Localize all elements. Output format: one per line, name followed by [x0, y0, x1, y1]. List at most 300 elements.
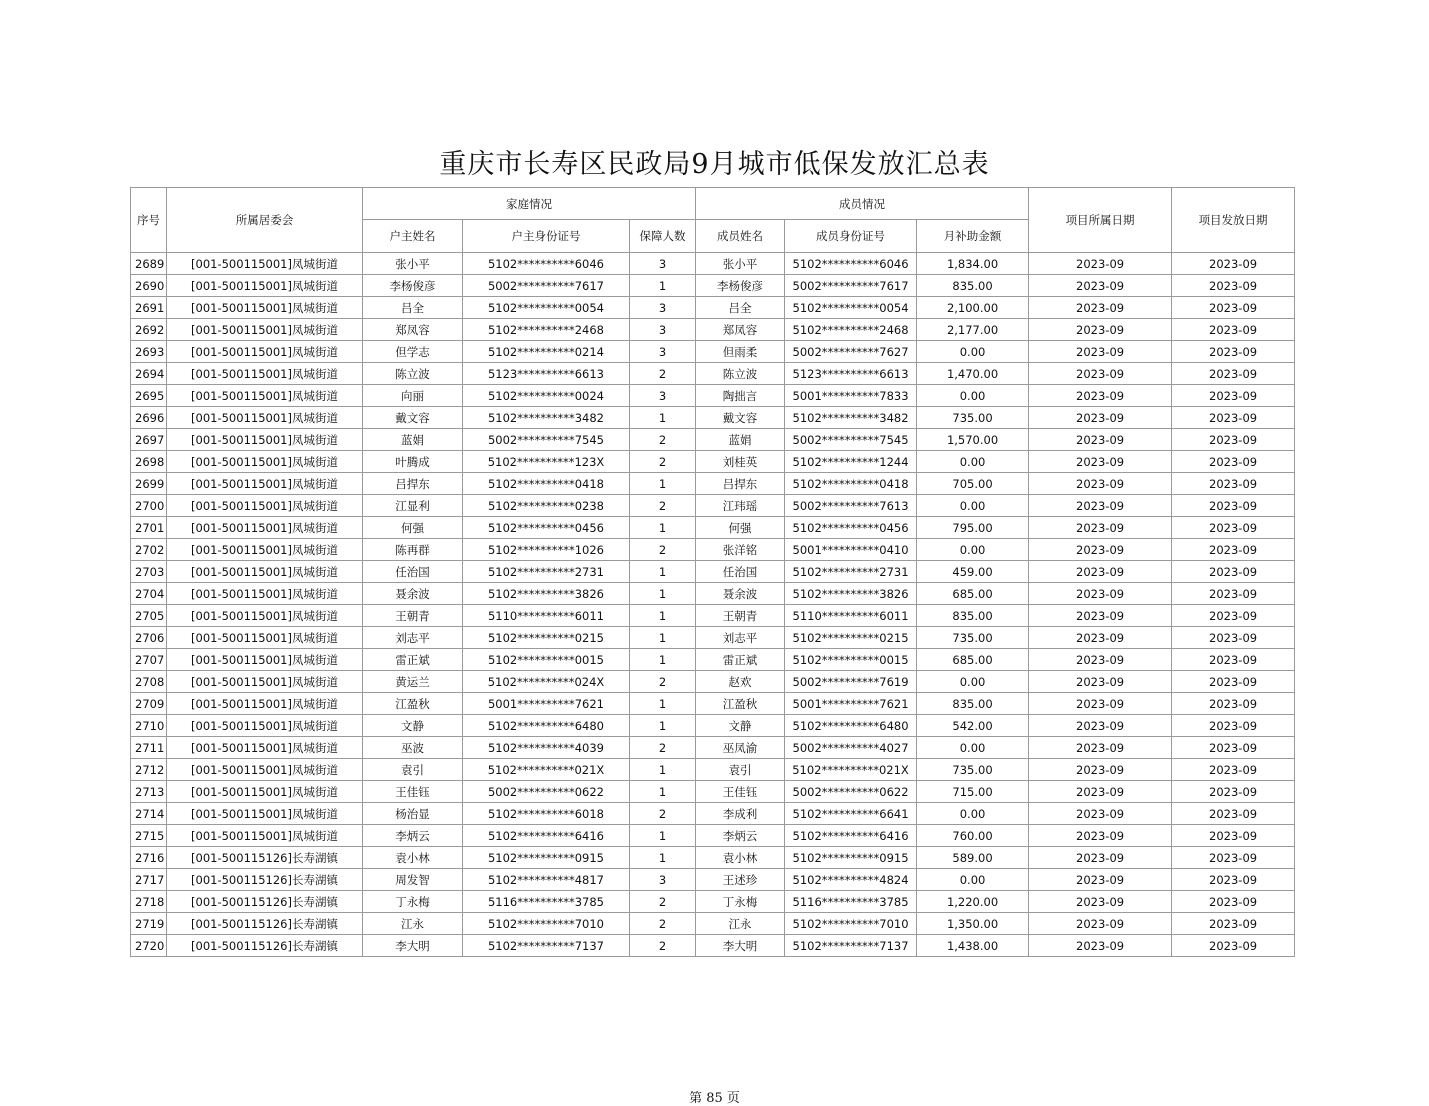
cell-head-name: 江盈秋 [363, 693, 463, 715]
cell-head-name: 吕全 [363, 297, 463, 319]
cell-member-name: 聂余波 [696, 583, 785, 605]
cell-member-name: 陶拙言 [696, 385, 785, 407]
table-body [131, 253, 1295, 957]
cell-seq: 2712 [131, 759, 167, 781]
cell-seq: 2711 [131, 737, 167, 759]
cell-seq: 2703 [131, 561, 167, 583]
cell-member-name: 袁引 [696, 759, 785, 781]
cell-head-name: 陈立波 [363, 363, 463, 385]
cell-committee: [001-500115001]凤城街道 [167, 781, 363, 803]
cell-committee: [001-500115001]凤城街道 [167, 671, 363, 693]
cell-issue-date: 2023-09 [1172, 495, 1295, 517]
cell-member-name: 郑凤容 [696, 319, 785, 341]
cell-member-name: 李炳云 [696, 825, 785, 847]
page-title: 重庆市长寿区民政局9月城市低保发放汇总表 [439, 149, 990, 180]
cell-committee: [001-500115001]凤城街道 [167, 803, 363, 825]
table-row [131, 517, 1295, 539]
cell-member-id: 5001**********7833 [785, 385, 917, 407]
cell-count: 1 [630, 517, 696, 539]
cell-amount: 705.00 [917, 473, 1029, 495]
cell-amount: 0.00 [917, 671, 1029, 693]
cell-committee: [001-500115001]凤城街道 [167, 275, 363, 297]
cell-head-id: 5102**********6416 [463, 825, 630, 847]
cell-committee: [001-500115001]凤城街道 [167, 385, 363, 407]
cell-member-id: 5002**********7627 [785, 341, 917, 363]
cell-head-name: 刘志平 [363, 627, 463, 649]
cell-seq: 2716 [131, 847, 167, 869]
cell-project-date: 2023-09 [1029, 781, 1172, 803]
cell-seq: 2693 [131, 341, 167, 363]
cell-issue-date: 2023-09 [1172, 473, 1295, 495]
cell-seq: 2706 [131, 627, 167, 649]
cell-project-date: 2023-09 [1029, 319, 1172, 341]
cell-member-id: 5110**********6011 [785, 605, 917, 627]
cell-project-date: 2023-09 [1029, 671, 1172, 693]
cell-issue-date: 2023-09 [1172, 693, 1295, 715]
cell-project-date: 2023-09 [1029, 517, 1172, 539]
cell-count: 3 [630, 297, 696, 319]
cell-head-id: 5102**********6018 [463, 803, 630, 825]
cell-head-name: 陈再群 [363, 539, 463, 561]
cell-project-date: 2023-09 [1029, 385, 1172, 407]
cell-member-id: 5002**********7619 [785, 671, 917, 693]
cell-committee: [001-500115001]凤城街道 [167, 583, 363, 605]
cell-head-id: 5102**********0915 [463, 847, 630, 869]
cell-member-id: 5102**********4824 [785, 869, 917, 891]
cell-head-id: 5102**********0015 [463, 649, 630, 671]
cell-issue-date: 2023-09 [1172, 737, 1295, 759]
cell-member-id: 5116**********3785 [785, 891, 917, 913]
cell-count: 1 [630, 473, 696, 495]
cell-member-name: 戴文容 [696, 407, 785, 429]
cell-committee: [001-500115001]凤城街道 [167, 429, 363, 451]
cell-seq: 2696 [131, 407, 167, 429]
cell-count: 2 [630, 935, 696, 957]
cell-seq: 2692 [131, 319, 167, 341]
cell-amount: 1,220.00 [917, 891, 1029, 913]
table-row [131, 319, 1295, 341]
cell-project-date: 2023-09 [1029, 407, 1172, 429]
cell-count: 2 [630, 429, 696, 451]
table-row [131, 275, 1295, 297]
cell-head-id: 5102**********6046 [463, 253, 630, 275]
header-head-id: 户主身份证号 [463, 220, 630, 253]
cell-amount: 1,834.00 [917, 253, 1029, 275]
cell-member-id: 5102**********6641 [785, 803, 917, 825]
cell-seq: 2702 [131, 539, 167, 561]
table-row [131, 341, 1295, 363]
cell-committee: [001-500115001]凤城街道 [167, 363, 363, 385]
header-committee: 所属居委会 [167, 188, 363, 253]
cell-seq: 2714 [131, 803, 167, 825]
table-row [131, 407, 1295, 429]
cell-member-id: 5102**********0054 [785, 297, 917, 319]
header-member-name: 成员姓名 [696, 220, 785, 253]
cell-head-name: 王朝青 [363, 605, 463, 627]
cell-count: 1 [630, 693, 696, 715]
cell-committee: [001-500115001]凤城街道 [167, 253, 363, 275]
cell-committee: [001-500115126]长寿湖镇 [167, 891, 363, 913]
cell-issue-date: 2023-09 [1172, 935, 1295, 957]
cell-member-name: 江永 [696, 913, 785, 935]
cell-project-date: 2023-09 [1029, 913, 1172, 935]
cell-head-id: 5102**********0214 [463, 341, 630, 363]
table-row [131, 891, 1295, 913]
cell-project-date: 2023-09 [1029, 891, 1172, 913]
table-row [131, 253, 1295, 275]
table-row [131, 693, 1295, 715]
cell-amount: 2,177.00 [917, 319, 1029, 341]
cell-seq: 2695 [131, 385, 167, 407]
header-project-date: 项目所属日期 [1029, 188, 1172, 253]
cell-project-date: 2023-09 [1029, 627, 1172, 649]
table-row [131, 649, 1295, 671]
cell-committee: [001-500115001]凤城街道 [167, 605, 363, 627]
cell-count: 3 [630, 253, 696, 275]
cell-amount: 835.00 [917, 605, 1029, 627]
cell-committee: [001-500115001]凤城街道 [167, 473, 363, 495]
cell-seq: 2704 [131, 583, 167, 605]
cell-amount: 0.00 [917, 737, 1029, 759]
cell-member-id: 5102**********7137 [785, 935, 917, 957]
cell-member-name: 刘桂英 [696, 451, 785, 473]
cell-committee: [001-500115126]长寿湖镇 [167, 935, 363, 957]
cell-committee: [001-500115001]凤城街道 [167, 517, 363, 539]
cell-project-date: 2023-09 [1029, 737, 1172, 759]
cell-head-name: 丁永梅 [363, 891, 463, 913]
cell-head-name: 巫波 [363, 737, 463, 759]
cell-member-id: 5102**********3482 [785, 407, 917, 429]
cell-issue-date: 2023-09 [1172, 715, 1295, 737]
table-row [131, 715, 1295, 737]
table-row [131, 759, 1295, 781]
cell-amount: 2,100.00 [917, 297, 1029, 319]
cell-head-name: 黄运兰 [363, 671, 463, 693]
cell-member-name: 任治国 [696, 561, 785, 583]
cell-member-id: 5001**********7621 [785, 693, 917, 715]
cell-member-id: 5102**********3826 [785, 583, 917, 605]
cell-issue-date: 2023-09 [1172, 759, 1295, 781]
cell-head-id: 5102**********0418 [463, 473, 630, 495]
cell-issue-date: 2023-09 [1172, 385, 1295, 407]
cell-head-name: 王佳钰 [363, 781, 463, 803]
cell-head-id: 5102**********7010 [463, 913, 630, 935]
cell-committee: [001-500115001]凤城街道 [167, 759, 363, 781]
cell-member-id: 5102**********2468 [785, 319, 917, 341]
cell-seq: 2691 [131, 297, 167, 319]
cell-member-name: 李成利 [696, 803, 785, 825]
cell-committee: [001-500115001]凤城街道 [167, 451, 363, 473]
cell-head-id: 5102**********0238 [463, 495, 630, 517]
cell-amount: 835.00 [917, 693, 1029, 715]
cell-count: 1 [630, 627, 696, 649]
cell-head-id: 5102**********3826 [463, 583, 630, 605]
cell-committee: [001-500115001]凤城街道 [167, 407, 363, 429]
cell-head-id: 5123**********6613 [463, 363, 630, 385]
cell-amount: 0.00 [917, 869, 1029, 891]
cell-head-id: 5001**********7621 [463, 693, 630, 715]
table-row [131, 561, 1295, 583]
table-row [131, 473, 1295, 495]
cell-amount: 0.00 [917, 495, 1029, 517]
cell-issue-date: 2023-09 [1172, 803, 1295, 825]
table-row [131, 363, 1295, 385]
cell-amount: 589.00 [917, 847, 1029, 869]
header-amount: 月补助金额 [917, 220, 1029, 253]
cell-member-name: 陈立波 [696, 363, 785, 385]
cell-head-id: 5102**********2731 [463, 561, 630, 583]
cell-count: 1 [630, 825, 696, 847]
cell-issue-date: 2023-09 [1172, 825, 1295, 847]
cell-member-name: 张小平 [696, 253, 785, 275]
cell-committee: [001-500115001]凤城街道 [167, 693, 363, 715]
cell-member-name: 吕捍东 [696, 473, 785, 495]
cell-seq: 2713 [131, 781, 167, 803]
cell-amount: 835.00 [917, 275, 1029, 297]
cell-issue-date: 2023-09 [1172, 847, 1295, 869]
cell-head-id: 5102**********0456 [463, 517, 630, 539]
cell-member-name: 江玮瑶 [696, 495, 785, 517]
cell-member-id: 5123**********6613 [785, 363, 917, 385]
table-row [131, 627, 1295, 649]
cell-committee: [001-500115001]凤城街道 [167, 627, 363, 649]
cell-issue-date: 2023-09 [1172, 363, 1295, 385]
cell-amount: 685.00 [917, 583, 1029, 605]
cell-member-name: 文静 [696, 715, 785, 737]
cell-member-id: 5102**********0418 [785, 473, 917, 495]
cell-project-date: 2023-09 [1029, 583, 1172, 605]
cell-seq: 2701 [131, 517, 167, 539]
cell-project-date: 2023-09 [1029, 605, 1172, 627]
header-family: 家庭情况 [363, 188, 696, 220]
cell-head-name: 雷正斌 [363, 649, 463, 671]
cell-seq: 2710 [131, 715, 167, 737]
cell-issue-date: 2023-09 [1172, 781, 1295, 803]
cell-member-id: 5102**********021X [785, 759, 917, 781]
cell-seq: 2697 [131, 429, 167, 451]
cell-amount: 0.00 [917, 451, 1029, 473]
cell-committee: [001-500115001]凤城街道 [167, 561, 363, 583]
cell-member-name: 王朝青 [696, 605, 785, 627]
cell-amount: 0.00 [917, 341, 1029, 363]
cell-seq: 2707 [131, 649, 167, 671]
cell-project-date: 2023-09 [1029, 649, 1172, 671]
table-row [131, 429, 1295, 451]
cell-member-name: 吕全 [696, 297, 785, 319]
cell-head-name: 叶腾成 [363, 451, 463, 473]
cell-head-id: 5102**********2468 [463, 319, 630, 341]
cell-head-id: 5002**********7545 [463, 429, 630, 451]
cell-issue-date: 2023-09 [1172, 407, 1295, 429]
cell-committee: [001-500115001]凤城街道 [167, 825, 363, 847]
cell-seq: 2715 [131, 825, 167, 847]
table-row [131, 803, 1295, 825]
cell-member-id: 5002**********7617 [785, 275, 917, 297]
cell-project-date: 2023-09 [1029, 803, 1172, 825]
cell-amount: 1,570.00 [917, 429, 1029, 451]
cell-count: 1 [630, 759, 696, 781]
cell-amount: 0.00 [917, 385, 1029, 407]
cell-amount: 795.00 [917, 517, 1029, 539]
header-member-id: 成员身份证号 [785, 220, 917, 253]
cell-seq: 2720 [131, 935, 167, 957]
table-row [131, 737, 1295, 759]
cell-project-date: 2023-09 [1029, 275, 1172, 297]
cell-seq: 2705 [131, 605, 167, 627]
cell-head-name: 但学志 [363, 341, 463, 363]
table-row [131, 539, 1295, 561]
cell-head-id: 5102**********0054 [463, 297, 630, 319]
cell-issue-date: 2023-09 [1172, 913, 1295, 935]
cell-project-date: 2023-09 [1029, 759, 1172, 781]
cell-amount: 1,438.00 [917, 935, 1029, 957]
cell-amount: 1,350.00 [917, 913, 1029, 935]
cell-member-name: 袁小林 [696, 847, 785, 869]
cell-member-id: 5102**********6480 [785, 715, 917, 737]
table-row [131, 825, 1295, 847]
cell-seq: 2719 [131, 913, 167, 935]
cell-project-date: 2023-09 [1029, 693, 1172, 715]
cell-project-date: 2023-09 [1029, 825, 1172, 847]
cell-head-id: 5102**********0215 [463, 627, 630, 649]
cell-member-id: 5102**********2731 [785, 561, 917, 583]
cell-member-name: 蓝娟 [696, 429, 785, 451]
cell-head-id: 5102**********021X [463, 759, 630, 781]
cell-count: 1 [630, 407, 696, 429]
cell-head-id: 5102**********3482 [463, 407, 630, 429]
cell-count: 3 [630, 385, 696, 407]
cell-project-date: 2023-09 [1029, 429, 1172, 451]
cell-project-date: 2023-09 [1029, 253, 1172, 275]
cell-seq: 2718 [131, 891, 167, 913]
cell-member-name: 李杨俊彦 [696, 275, 785, 297]
cell-committee: [001-500115001]凤城街道 [167, 319, 363, 341]
table-row [131, 913, 1295, 935]
cell-project-date: 2023-09 [1029, 935, 1172, 957]
cell-seq: 2717 [131, 869, 167, 891]
cell-head-name: 文静 [363, 715, 463, 737]
cell-member-name: 张洋铭 [696, 539, 785, 561]
cell-head-id: 5110**********6011 [463, 605, 630, 627]
cell-member-name: 李大明 [696, 935, 785, 957]
cell-amount: 542.00 [917, 715, 1029, 737]
cell-seq: 2699 [131, 473, 167, 495]
cell-member-name: 王述珍 [696, 869, 785, 891]
cell-count: 3 [630, 319, 696, 341]
cell-committee: [001-500115001]凤城街道 [167, 715, 363, 737]
cell-project-date: 2023-09 [1029, 847, 1172, 869]
cell-issue-date: 2023-09 [1172, 605, 1295, 627]
table-row [131, 781, 1295, 803]
header-seq: 序号 [131, 188, 167, 253]
cell-member-id: 5002**********4027 [785, 737, 917, 759]
cell-amount: 735.00 [917, 407, 1029, 429]
cell-committee: [001-500115001]凤城街道 [167, 649, 363, 671]
cell-count: 3 [630, 341, 696, 363]
cell-member-id: 5002**********7545 [785, 429, 917, 451]
cell-member-name: 王佳钰 [696, 781, 785, 803]
cell-committee: [001-500115001]凤城街道 [167, 297, 363, 319]
cell-count: 2 [630, 803, 696, 825]
cell-head-name: 袁小林 [363, 847, 463, 869]
cell-amount: 1,470.00 [917, 363, 1029, 385]
cell-seq: 2708 [131, 671, 167, 693]
cell-committee: [001-500115001]凤城街道 [167, 737, 363, 759]
cell-issue-date: 2023-09 [1172, 429, 1295, 451]
cell-committee: [001-500115126]长寿湖镇 [167, 869, 363, 891]
cell-project-date: 2023-09 [1029, 363, 1172, 385]
cell-head-name: 周发智 [363, 869, 463, 891]
cell-member-name: 丁永梅 [696, 891, 785, 913]
cell-head-name: 李炳云 [363, 825, 463, 847]
table-row [131, 385, 1295, 407]
cell-member-id: 5102**********0215 [785, 627, 917, 649]
subsidy-table [130, 187, 1295, 957]
cell-project-date: 2023-09 [1029, 561, 1172, 583]
cell-issue-date: 2023-09 [1172, 297, 1295, 319]
page-number: 第 85 页 [689, 1091, 740, 1106]
cell-committee: [001-500115001]凤城街道 [167, 495, 363, 517]
cell-count: 2 [630, 913, 696, 935]
cell-head-id: 5002**********0622 [463, 781, 630, 803]
cell-amount: 735.00 [917, 759, 1029, 781]
cell-head-name: 何强 [363, 517, 463, 539]
cell-count: 1 [630, 649, 696, 671]
cell-head-id: 5102**********123X [463, 451, 630, 473]
cell-issue-date: 2023-09 [1172, 539, 1295, 561]
cell-member-name: 江盈秋 [696, 693, 785, 715]
cell-count: 2 [630, 495, 696, 517]
cell-member-name: 雷正斌 [696, 649, 785, 671]
cell-project-date: 2023-09 [1029, 869, 1172, 891]
cell-committee: [001-500115126]长寿湖镇 [167, 913, 363, 935]
table-row [131, 869, 1295, 891]
cell-issue-date: 2023-09 [1172, 561, 1295, 583]
table-row [131, 583, 1295, 605]
cell-member-name: 但雨柔 [696, 341, 785, 363]
cell-issue-date: 2023-09 [1172, 869, 1295, 891]
cell-count: 2 [630, 363, 696, 385]
cell-project-date: 2023-09 [1029, 451, 1172, 473]
header-row-1 [131, 188, 1295, 220]
cell-project-date: 2023-09 [1029, 539, 1172, 561]
cell-head-name: 张小平 [363, 253, 463, 275]
cell-head-name: 蓝娟 [363, 429, 463, 451]
cell-head-id: 5102**********4039 [463, 737, 630, 759]
cell-head-id: 5102**********7137 [463, 935, 630, 957]
cell-head-name: 杨治显 [363, 803, 463, 825]
cell-issue-date: 2023-09 [1172, 275, 1295, 297]
table-row [131, 495, 1295, 517]
cell-head-name: 李大明 [363, 935, 463, 957]
header-head-name: 户主姓名 [363, 220, 463, 253]
cell-member-name: 刘志平 [696, 627, 785, 649]
cell-member-name: 何强 [696, 517, 785, 539]
cell-issue-date: 2023-09 [1172, 649, 1295, 671]
cell-project-date: 2023-09 [1029, 297, 1172, 319]
cell-count: 2 [630, 539, 696, 561]
table-row [131, 847, 1295, 869]
cell-member-id: 5001**********0410 [785, 539, 917, 561]
cell-committee: [001-500115126]长寿湖镇 [167, 847, 363, 869]
cell-count: 1 [630, 275, 696, 297]
cell-count: 1 [630, 715, 696, 737]
cell-issue-date: 2023-09 [1172, 627, 1295, 649]
cell-member-id: 5102**********0015 [785, 649, 917, 671]
cell-member-id: 5102**********6046 [785, 253, 917, 275]
cell-issue-date: 2023-09 [1172, 583, 1295, 605]
cell-count: 1 [630, 583, 696, 605]
